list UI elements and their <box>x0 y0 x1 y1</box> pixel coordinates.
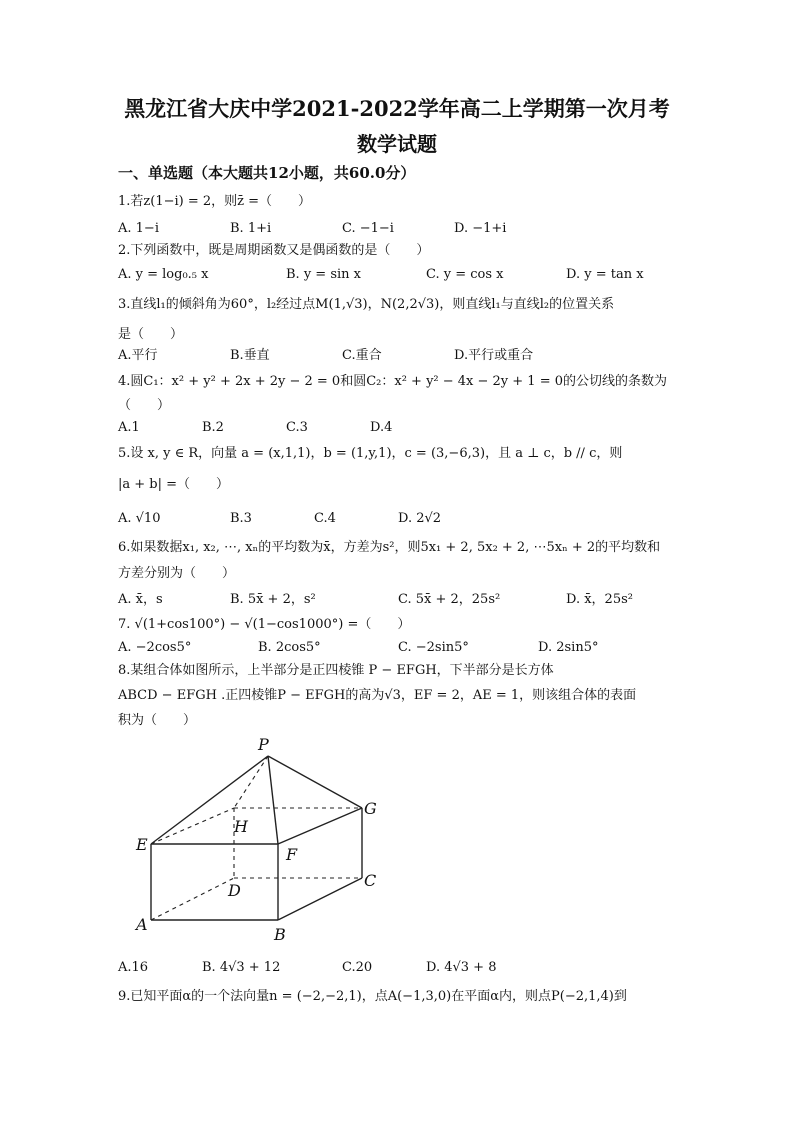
edge-PE <box>151 756 268 844</box>
q4-option-a: A.1 <box>118 420 140 435</box>
q1-option-c: C. −1−i <box>342 221 394 236</box>
q1-stem: 1.若z(1−i) = 2，则z̄ =（ ） <box>118 194 312 209</box>
q3-stem-line2: 是（ ） <box>118 327 184 342</box>
q8-option-a: A.16 <box>118 960 149 975</box>
q3-option-b: B.垂直 <box>230 348 270 363</box>
q3-options <box>118 347 678 365</box>
q3-option-c: C.重合 <box>342 348 382 363</box>
q1-options <box>118 220 678 238</box>
exam-title: 黑龙江省大庆中学2021-2022学年高二上学期第一次月考 <box>124 96 670 121</box>
q7-options <box>118 639 678 657</box>
edge-PF <box>268 756 278 844</box>
q5-option-a: A. √10 <box>118 511 161 526</box>
q7-stem: 7. √(1+cos100°) − √(1−cos1000°) =（ ） <box>118 617 411 632</box>
edge-PG <box>268 756 362 808</box>
q5-stem-line2: |a + b| =（ ） <box>118 477 230 492</box>
q8-option-c: C.20 <box>342 960 373 975</box>
edge-FG <box>278 808 362 844</box>
q2-option-b: B. y = sin x <box>286 267 361 282</box>
q1-option-a: A. 1−i <box>118 221 159 236</box>
q5-option-b: B.3 <box>230 511 252 526</box>
q2-stem: 2.下列函数中，既是周期函数又是偶函数的是（ ） <box>118 243 430 258</box>
q8-stem-line1: 8.某组合体如图所示，上半部分是正四棱锥 P − EFGH，下半部分是长方体 <box>118 663 554 678</box>
section-heading: 一、单选题（本大题共12小题，共60.0分） <box>118 164 416 182</box>
q3-stem-line1: 3.直线l₁的倾斜角为60°，l₂经过点M(1,√3)，N(2,2√3)，则直线l₁与直线l₂的位置关系 <box>118 297 615 312</box>
q1-option-b: B. 1+i <box>230 221 272 236</box>
q1-option-d: D. −1+i <box>454 221 507 236</box>
q5-option-d: D. 2√2 <box>398 511 442 526</box>
q4-option-b: B.2 <box>202 420 224 435</box>
q5-stem-line1: 5.设 x, y ∈ R，向量 a = (x,1,1)，b = (1,y,1)，c = (3,−6,3)，且 a ⊥ c，b // c，则 <box>118 446 623 461</box>
q4-option-c: C.3 <box>286 420 308 435</box>
q6-option-d: D. x̄，25s² <box>566 592 633 607</box>
q6-option-a: A. x̄，s <box>118 592 163 607</box>
edge-AD <box>151 878 234 920</box>
edge-PH <box>234 756 268 808</box>
q6-options <box>118 591 678 609</box>
label-A: A <box>136 915 148 934</box>
q5-option-c: C.4 <box>314 511 336 526</box>
q8-stem-line3: 积为（ ） <box>118 713 197 728</box>
q6-stem-line1: 6.如果数据x₁, x₂, ⋯, xₙ的平均数为x̄，方差为s²，则5x₁ + 2, 5x₂ + 2, ⋯5xₙ + 2的平均数和 <box>118 540 661 555</box>
label-C: C <box>364 871 377 890</box>
q6-stem-line2: 方差分别为（ ） <box>118 566 236 581</box>
q4-option-d: D.4 <box>370 420 393 435</box>
q4-stem-line1: 4.圆C₁：x² + y² + 2x + 2y − 2 = 0和圆C₂：x² + y² − 4x − 2y + 1 = 0的公切线的条数为 <box>118 374 668 389</box>
q7-option-a: A. −2cos5° <box>118 640 192 655</box>
q3-option-d: D.平行或重合 <box>454 348 534 363</box>
q8-figure <box>128 728 388 948</box>
label-H: H <box>234 817 248 836</box>
q9-stem: 9.已知平面α的一个法向量n = (−2,−2,1)，点A(−1,3,0)在平面α内，则点P(−2,1,4)到 <box>118 989 627 1004</box>
q7-option-d: D. 2sin5° <box>538 640 599 655</box>
q4-options <box>118 419 678 437</box>
q3-option-a: A.平行 <box>118 348 158 363</box>
label-E: E <box>136 835 148 854</box>
q6-option-c: C. 5x̄ + 2，25s² <box>398 592 501 607</box>
q8-option-b: B. 4√3 + 12 <box>202 960 281 975</box>
label-F: F <box>286 845 298 864</box>
q7-option-c: C. −2sin5° <box>398 640 469 655</box>
q2-options <box>118 266 678 284</box>
q8-options <box>118 959 678 977</box>
q2-option-c: C. y = cos x <box>426 267 504 282</box>
edge-BC <box>278 878 362 920</box>
q8-option-d: D. 4√3 + 8 <box>426 960 497 975</box>
q2-option-d: D. y = tan x <box>566 267 644 282</box>
q4-stem-line2: （ ） <box>118 398 171 413</box>
label-G: G <box>364 799 377 818</box>
exam-subtitle: 数学试题 <box>357 132 437 156</box>
q6-option-b: B. 5x̄ + 2，s² <box>230 592 316 607</box>
q2-option-a: A. y = log₀.₅ x <box>118 267 209 282</box>
q5-options <box>118 510 678 528</box>
label-P: P <box>258 735 269 754</box>
label-D: D <box>228 881 241 900</box>
q8-stem-line2: ABCD − EFGH .正四棱锥P − EFGH的高为√3，EF = 2，AE = 1，则该组合体的表面 <box>118 688 637 703</box>
q7-option-b: B. 2cos5° <box>258 640 321 655</box>
label-B: B <box>274 925 286 944</box>
